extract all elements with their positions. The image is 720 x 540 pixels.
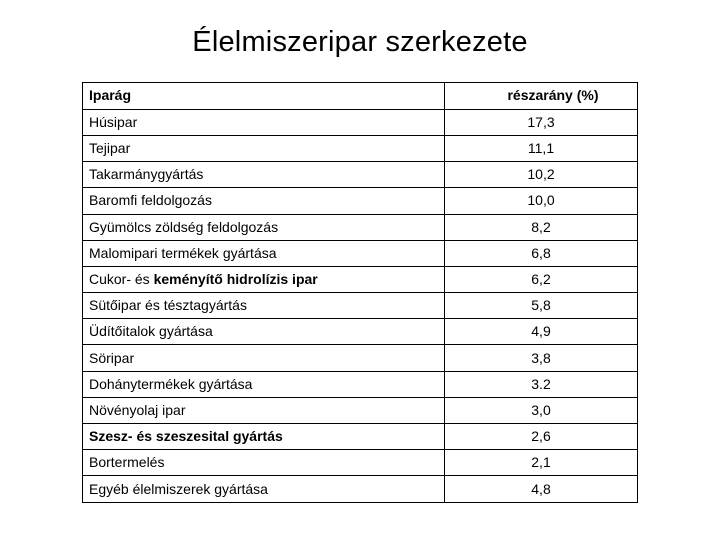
table-row xyxy=(83,162,638,188)
row-value: 2,6 xyxy=(445,424,638,450)
row-name: Bortermelés xyxy=(83,450,445,476)
header-share: részarány (%) xyxy=(445,83,638,110)
row-value: 3.2 xyxy=(445,371,638,397)
table-row xyxy=(83,214,638,240)
table-row xyxy=(83,188,638,214)
table-row xyxy=(83,135,638,161)
page-title: Élelmiszeripar szerkezete xyxy=(192,26,528,58)
sector-share-table xyxy=(82,82,638,503)
table-row xyxy=(83,109,638,135)
table-row xyxy=(83,397,638,423)
table-row xyxy=(83,240,638,266)
row-name: Malomipari termékek gyártása xyxy=(83,240,445,266)
row-value: 3,0 xyxy=(445,397,638,423)
table-row xyxy=(83,424,638,450)
sector-share-table-container xyxy=(82,82,637,503)
row-name-part-bold: keményítő hidrolízis ipar xyxy=(153,271,318,288)
table-row xyxy=(83,450,638,476)
row-name: Dohánytermékek gyártása xyxy=(83,371,445,397)
row-name: Növényolaj ipar xyxy=(83,397,445,423)
row-name: Tejipar xyxy=(83,135,445,161)
row-value: 10,0 xyxy=(445,188,638,214)
row-name: Üdítőitalok gyártása xyxy=(83,319,445,345)
row-value: 6,2 xyxy=(445,266,638,292)
row-name: Húsipar xyxy=(83,109,445,135)
row-value: 17,3 xyxy=(445,109,638,135)
row-name xyxy=(83,266,445,292)
row-name: Gyümölcs zöldség feldolgozás xyxy=(83,214,445,240)
row-name: Szesz- és szeszesital gyártás xyxy=(83,424,445,450)
row-value: 3,8 xyxy=(445,345,638,371)
row-value: 8,2 xyxy=(445,214,638,240)
row-name: Egyéb élelmiszerek gyártása xyxy=(83,476,445,502)
table-row xyxy=(83,293,638,319)
row-value: 10,2 xyxy=(445,162,638,188)
row-name: Takarmánygyártás xyxy=(83,162,445,188)
table-row xyxy=(83,319,638,345)
row-name: Söripar xyxy=(83,345,445,371)
table-header-row xyxy=(83,83,638,110)
table-row xyxy=(83,371,638,397)
row-name: Baromfi feldolgozás xyxy=(83,188,445,214)
row-value: 6,8 xyxy=(445,240,638,266)
row-value: 4,9 xyxy=(445,319,638,345)
row-value: 4,8 xyxy=(445,476,638,502)
row-name-part-regular: Cukor- és xyxy=(89,271,154,288)
row-value: 5,8 xyxy=(445,293,638,319)
row-name: Sütőipar és tésztagyártás xyxy=(83,293,445,319)
table-row xyxy=(83,476,638,502)
table-row xyxy=(83,345,638,371)
row-value: 2,1 xyxy=(445,450,638,476)
header-sector: Iparág xyxy=(83,83,445,110)
row-value: 11,1 xyxy=(445,135,638,161)
table-row xyxy=(83,266,638,292)
